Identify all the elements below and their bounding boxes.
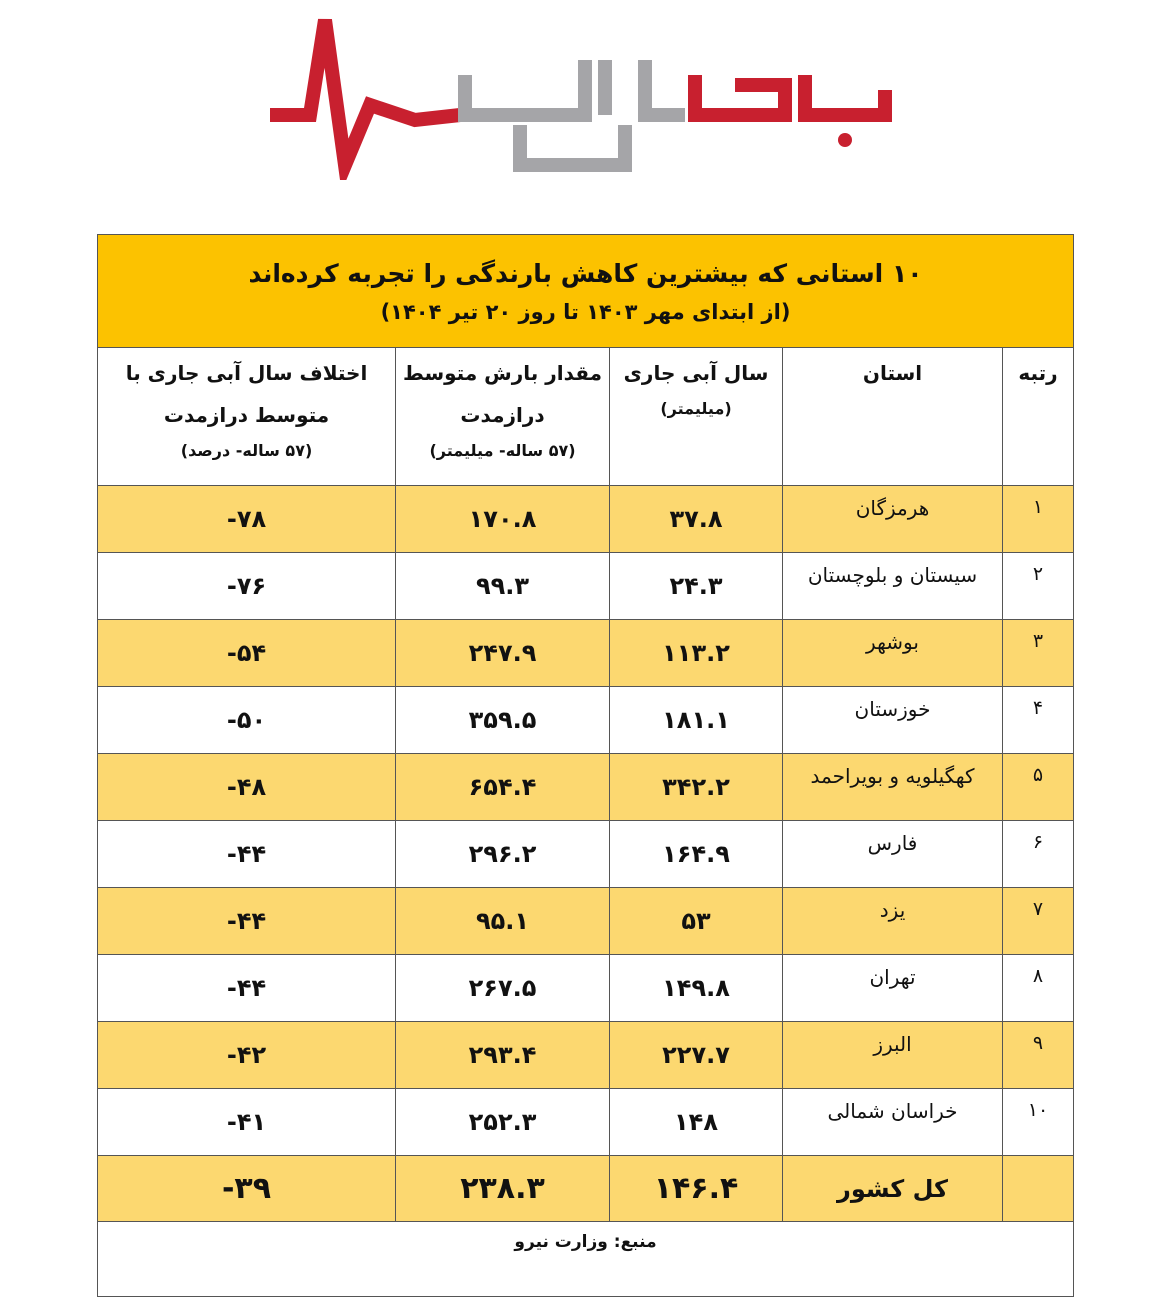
cell-average: ۶۵۴.۴ bbox=[396, 754, 610, 821]
cell-province: هرمزگان bbox=[783, 486, 1003, 553]
header-average bbox=[396, 348, 610, 486]
cell-diff: -۴۱ bbox=[98, 1089, 396, 1156]
header-province: استان bbox=[783, 348, 1003, 486]
total-rank bbox=[1003, 1156, 1074, 1222]
header-rank: رتبه bbox=[1003, 348, 1074, 486]
cell-current: ۱۶۴.۹ bbox=[610, 821, 783, 888]
cell-diff: -۷۸ bbox=[98, 486, 396, 553]
cell-province: فارس bbox=[783, 821, 1003, 888]
cell-province: یزد bbox=[783, 888, 1003, 955]
table-row bbox=[98, 486, 1074, 553]
cell-diff: -۷۶ bbox=[98, 553, 396, 620]
total-current: ۱۴۶.۴ bbox=[610, 1156, 783, 1222]
cell-current: ۳۷.۸ bbox=[610, 486, 783, 553]
cell-average: ۲۵۲.۳ bbox=[396, 1089, 610, 1156]
cell-province: تهران bbox=[783, 955, 1003, 1022]
cell-rank: ۶ bbox=[1003, 821, 1074, 888]
cell-average: ۱۷۰.۸ bbox=[396, 486, 610, 553]
cell-province: کهگیلویه و بویراحمد bbox=[783, 754, 1003, 821]
total-average: ۲۳۸.۳ bbox=[396, 1156, 610, 1222]
table-row bbox=[98, 1089, 1074, 1156]
cell-rank: ۴ bbox=[1003, 687, 1074, 754]
total-row bbox=[98, 1156, 1074, 1222]
cell-diff: -۴۲ bbox=[98, 1022, 396, 1089]
header-average-sub: (۵۷ ساله- میلیمتر) bbox=[429, 441, 576, 460]
cell-average: ۹۵.۱ bbox=[396, 888, 610, 955]
table-row bbox=[98, 754, 1074, 821]
header-average-main: مقدار بارش متوسط درازمدت bbox=[403, 361, 602, 427]
cell-rank: ۹ bbox=[1003, 1022, 1074, 1089]
cell-average: ۲۹۶.۲ bbox=[396, 821, 610, 888]
cell-diff: -۵۴ bbox=[98, 620, 396, 687]
cell-average: ۲۹۳.۴ bbox=[396, 1022, 610, 1089]
cell-average: ۲۶۷.۵ bbox=[396, 955, 610, 1022]
cell-province: سیستان و بلوچستان bbox=[783, 553, 1003, 620]
cell-rank: ۷ bbox=[1003, 888, 1074, 955]
title-line-1: ۱۰ استانی که بیشترین کاهش بارندگی را تجربه کرده‌اند bbox=[248, 258, 923, 288]
header-current-sub: (میلیمتر) bbox=[660, 399, 732, 418]
source-note: منبع: وزارت نیرو bbox=[98, 1222, 1074, 1297]
cell-province: بوشهر bbox=[783, 620, 1003, 687]
cell-current: ۳۴۲.۲ bbox=[610, 754, 783, 821]
title-line-2: (از ابتدای مهر ۱۴۰۳ تا روز ۲۰ تیر ۱۴۰۴) bbox=[380, 299, 791, 324]
cell-diff: -۵۰ bbox=[98, 687, 396, 754]
table-row bbox=[98, 687, 1074, 754]
cell-current: ۵۳ bbox=[610, 888, 783, 955]
cell-current: ۱۴۹.۸ bbox=[610, 955, 783, 1022]
cell-diff: -۴۴ bbox=[98, 955, 396, 1022]
table-row bbox=[98, 553, 1074, 620]
cell-current: ۱۱۳.۲ bbox=[610, 620, 783, 687]
cell-average: ۲۴۷.۹ bbox=[396, 620, 610, 687]
cell-rank: ۲ bbox=[1003, 553, 1074, 620]
cell-average: ۹۹.۳ bbox=[396, 553, 610, 620]
cell-current: ۲۴.۳ bbox=[610, 553, 783, 620]
table-row bbox=[98, 1022, 1074, 1089]
cell-diff: -۴۴ bbox=[98, 888, 396, 955]
table-row bbox=[98, 955, 1074, 1022]
header-current-main: سال آبی جاری bbox=[623, 361, 769, 385]
cell-province: خوزستان bbox=[783, 687, 1003, 754]
cell-province: البرز bbox=[783, 1022, 1003, 1089]
cell-rank: ۱ bbox=[1003, 486, 1074, 553]
cell-rank: ۳ bbox=[1003, 620, 1074, 687]
cell-diff: -۴۴ bbox=[98, 821, 396, 888]
cell-current: ۲۲۷.۷ bbox=[610, 1022, 783, 1089]
header-current bbox=[610, 348, 783, 486]
cell-current: ۱۴۸ bbox=[610, 1089, 783, 1156]
cell-province: خراسان شمالی bbox=[783, 1089, 1003, 1156]
cell-diff: -۴۸ bbox=[98, 754, 396, 821]
table-row bbox=[98, 888, 1074, 955]
header-diff-main: اختلاف سال آبی جاری با متوسط درازمدت bbox=[125, 361, 368, 427]
cell-rank: ۱۰ bbox=[1003, 1089, 1074, 1156]
table-row bbox=[98, 821, 1074, 888]
nabz-bazaar-logo bbox=[265, 15, 895, 180]
cell-current: ۱۸۱.۱ bbox=[610, 687, 783, 754]
header-diff-sub: (۵۷ ساله- درصد) bbox=[180, 441, 313, 460]
total-label: کل کشور bbox=[783, 1156, 1003, 1222]
cell-rank: ۵ bbox=[1003, 754, 1074, 821]
table-title bbox=[98, 235, 1074, 348]
rainfall-table bbox=[97, 234, 1074, 1297]
cell-average: ۳۵۹.۵ bbox=[396, 687, 610, 754]
header-diff bbox=[98, 348, 396, 486]
total-diff: -۳۹ bbox=[98, 1156, 396, 1222]
cell-rank: ۸ bbox=[1003, 955, 1074, 1022]
table-row bbox=[98, 620, 1074, 687]
